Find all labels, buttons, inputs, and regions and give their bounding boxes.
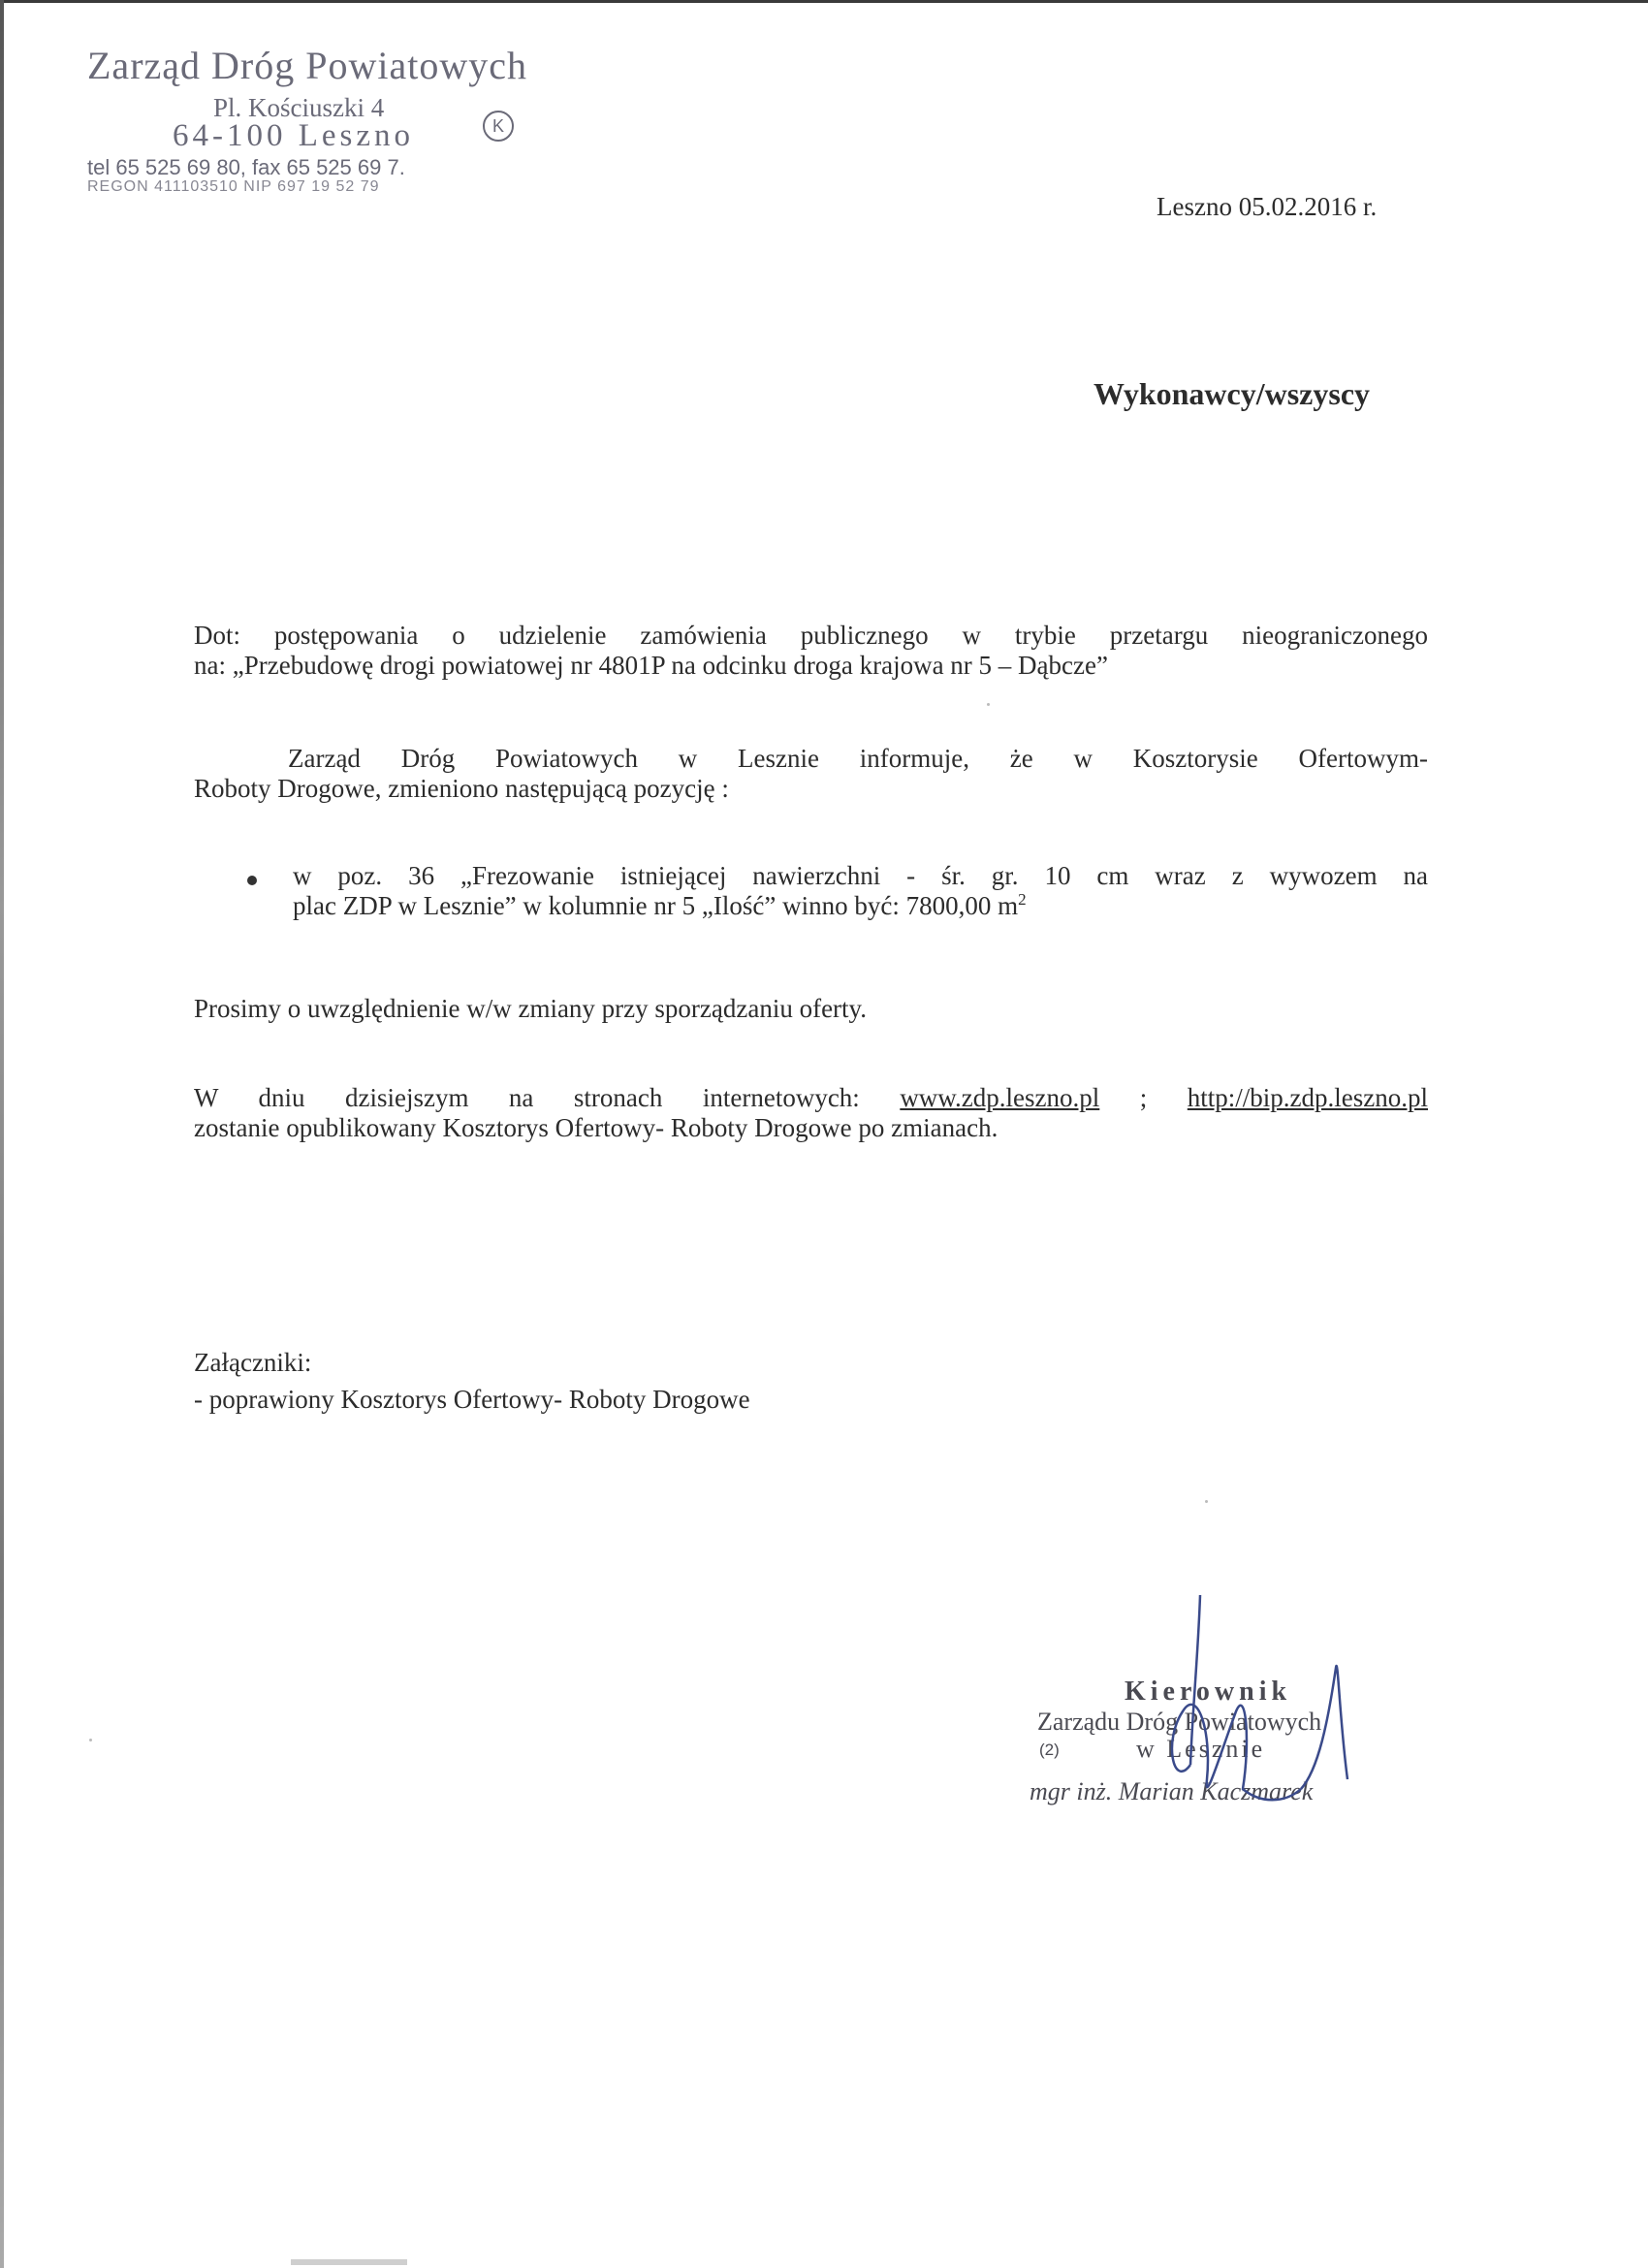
scan-speck <box>89 1739 92 1741</box>
publication-line-2: zostanie opublikowany Kosztorys Ofertowy- Roboty Drogowe po zmianach. <box>194 1113 998 1142</box>
bullet-line-2: plac ZDP w Lesznie” w kolumnie nr 5 „Ilość” winno być: 7800,00 m <box>293 891 1019 920</box>
bullet-line-1: w poz. 36 „Frezowanie istniejącej nawierzchni - śr. gr. 10 cm wraz z wywozem na <box>293 861 1428 890</box>
subject-block <box>194 621 1428 681</box>
bullet-item <box>293 861 1428 921</box>
info-line-1: Zarząd Dróg Powiatowych w Lesznie informuje, że w Kosztorysie Ofertowym- <box>288 744 1428 773</box>
recipient: Wykonawcy/wszyscy <box>1093 376 1371 411</box>
scan-speck <box>987 703 990 706</box>
stamp-phone: tel 65 525 69 80, fax 65 525 69 7. <box>87 155 405 179</box>
scan-edge-left <box>0 0 4 2268</box>
attachments-label: Załączniki: <box>194 1348 312 1377</box>
publication-separator: ; <box>1139 1083 1148 1112</box>
scan-edge-top <box>0 0 1648 3</box>
stamp-circle-mark: K <box>483 111 514 142</box>
signature-name: mgr inż. Marian Kaczmarek <box>1030 1777 1314 1805</box>
zdp-website-link[interactable]: www.zdp.leszno.pl <box>900 1083 1100 1112</box>
signature-title: Kierownik <box>1125 1677 1292 1707</box>
handwritten-signature-icon <box>1028 1595 1415 1828</box>
stamp-regon: REGON 411103510 NIP 697 19 52 79 <box>87 178 380 191</box>
stamp-city: 64-100 Leszno <box>173 118 415 153</box>
letter-date: Leszno 05.02.2016 r. <box>1157 192 1378 221</box>
info-line-2: Roboty Drogowe, zmieniono następującą pozycję : <box>194 774 729 803</box>
bullet-icon <box>247 876 257 885</box>
signature-org: Zarządu Dróg Powiatowych <box>1037 1708 1322 1736</box>
info-paragraph <box>194 744 1428 804</box>
publication-prefix: W dniu dzisiejszym na stronach internetowych: <box>194 1083 860 1112</box>
scan-edge-bottom <box>291 2259 407 2265</box>
subject-line-1: Dot: postępowania o udzielenie zamówienia publicznego w trybie przetargu nieograniczonego <box>194 621 1428 650</box>
publication-paragraph <box>194 1083 1428 1143</box>
bullet-superscript: 2 <box>1018 890 1027 909</box>
publication-line-1 <box>194 1083 1428 1113</box>
subject-line-2: na: „Przebudowę drogi powiatowej nr 4801P na odcinku droga krajowa nr 5 – Dąbcze” <box>194 651 1108 680</box>
bip-website-link[interactable]: http://bip.zdp.leszno.pl <box>1187 1083 1429 1112</box>
signature-note: (2) <box>1039 1741 1060 1759</box>
request-paragraph: Prosimy o uwzględnienie w/w zmiany przy sporządzaniu oferty. <box>194 994 868 1023</box>
attachment-item: - poprawiony Kosztorys Ofertowy- Roboty Drogowe <box>194 1385 750 1414</box>
signature-place: w Lesznie <box>1136 1735 1266 1763</box>
stamp-street: Pl. Kościuszki 4 <box>213 93 385 122</box>
scan-speck <box>1205 1500 1208 1503</box>
signature-stamp <box>1028 1653 1415 1818</box>
stamp-org-name: Zarząd Dróg Powiatowych <box>87 44 527 87</box>
